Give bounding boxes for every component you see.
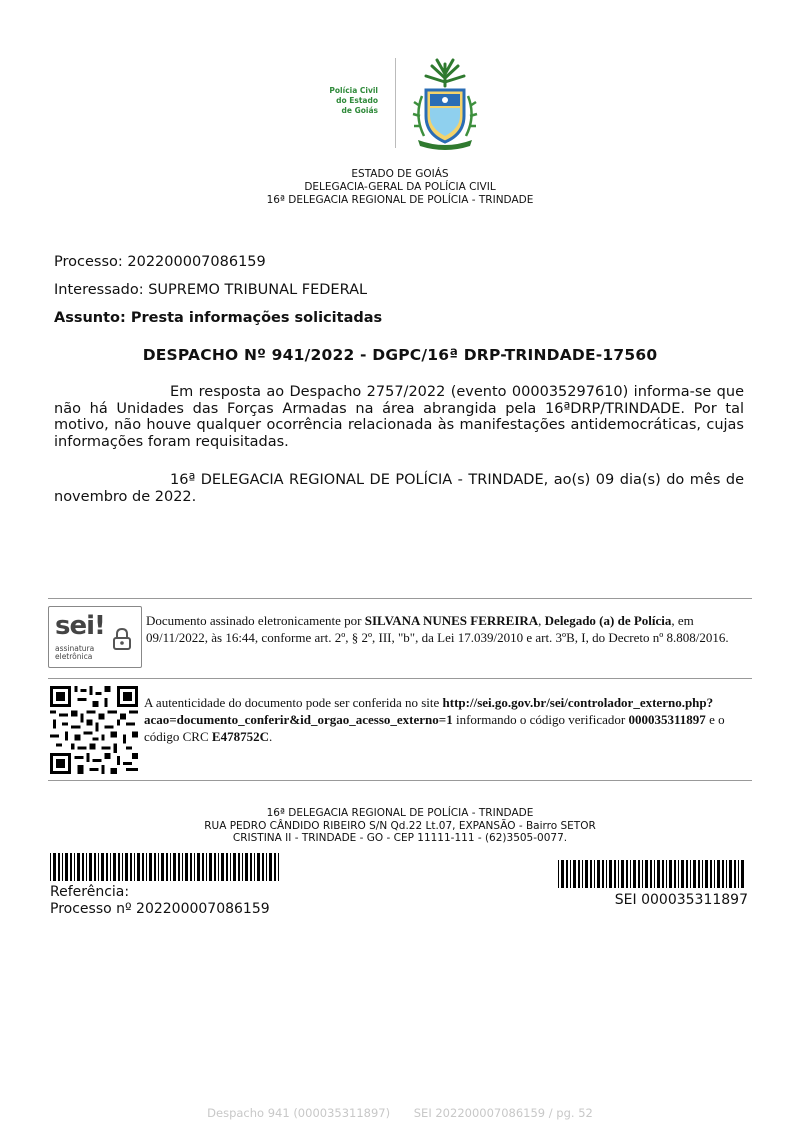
body-paragraph-1 (54, 384, 744, 450)
sei-signature-badge (48, 606, 142, 668)
processo-line: Processo: 202200007086159 (54, 254, 266, 270)
qr-code-icon (50, 686, 138, 774)
coat-of-arms-icon (410, 56, 480, 151)
logo-line-1: Polícia Civil (329, 86, 378, 95)
authenticity-url-link[interactable]: http://sei.go.gov.br/sei/controlador_externo.php?acao=documento_conferir&id_orgao_acesso_externo=1 (144, 695, 714, 727)
sei-code: SEI 000035311897 (614, 892, 748, 908)
sei-badge-word: sei! (55, 611, 105, 641)
barcode-right-icon (558, 860, 746, 888)
divider-middle (48, 678, 752, 679)
assunto-line: Assunto: Presta informações solicitadas (54, 310, 383, 326)
signature-prefix: Documento assinado eletronicamente por (146, 613, 365, 628)
paragraph-1-text: Em resposta ao Despacho 2757/2022 (evento 000035297610) informa-se que não há Unidades das Forças Armadas na área abrangida pela 16ªDRP/TRINDADE. Por tal motivo, não houve qualquer ocorrência relacionada às manifestações antidemocráticas, cujas informações foram requisitadas. (54, 384, 744, 450)
authenticity-middle: informando o código verificador (452, 712, 629, 727)
sei-badge-sub-2: eletrônica (55, 652, 93, 661)
paragraph-2-text: 16ª DELEGACIA REGIONAL DE POLÍCIA - TRINDADE, ao(s) 09 dia(s) do mês de novembro de 2022. (54, 472, 744, 505)
verification-code: 000035311897 (628, 712, 706, 727)
lock-icon (111, 627, 133, 651)
signature-separator: , (538, 613, 545, 628)
divider-bottom (48, 780, 752, 781)
logo-text (292, 86, 378, 116)
footer-line-2: RUA PEDRO CÂNDIDO RIBEIRO S/N Qd.22 Lt.07, EXPANSÃO - Bairro SETOR (204, 819, 596, 832)
logo-divider (395, 58, 396, 148)
reference-block (50, 884, 270, 918)
interessado-line: Interessado: SUPREMO TRIBUNAL FEDERAL (54, 282, 368, 298)
body-paragraph-2 (54, 472, 744, 505)
sei-badge-subtitle (55, 645, 94, 661)
authenticity-end: . (268, 729, 273, 744)
page-footer-right: SEI 202200007086159 / pg. 52 (413, 1106, 593, 1120)
sei-badge-sub-1: assinatura (55, 644, 95, 653)
page-footer (0, 1106, 800, 1120)
logo-line-2: do Estado (336, 96, 378, 105)
signature-text (146, 612, 746, 646)
header-department: DELEGACIA-GERAL DA POLÍCIA CIVIL (304, 181, 496, 193)
footer-line-3: CRISTINA II - TRINDADE - GO - CEP 11111-111 - (62)3505-0077. (232, 832, 568, 844)
header-unit: 16ª DELEGACIA REGIONAL DE POLÍCIA - TRINDADE (266, 194, 534, 206)
reference-value: Processo nº 202200007086159 (50, 901, 270, 917)
signature-suffix: , em 09/11/2022, às 16:44, conforme art. 2º, § 2º, III, "b", da Lei 17.039/2010 e art. 3ºB, I, do Decreto nº 8.808/2016. (146, 613, 729, 645)
reference-label: Referência: (50, 884, 130, 900)
authenticity-middle-2: e o código CRC (144, 712, 725, 744)
divider-top (48, 598, 752, 599)
barcode-left-icon (50, 853, 280, 881)
signer-role: Delegado (a) de Polícia (544, 613, 672, 628)
page-footer-left: Despacho 941 (000035311897) (207, 1106, 391, 1120)
crc-code: E478752C (211, 729, 269, 744)
footer-address (0, 807, 800, 845)
header-state: ESTADO DE GOIÁS (351, 168, 449, 180)
authenticity-text (144, 694, 748, 745)
signer-name: SILVANA NUNES FERREIRA (364, 613, 539, 628)
document-title: DESPACHO Nº 941/2022 - DGPC/16ª DRP-TRINDADE-17560 (142, 346, 658, 364)
logo-line-3: de Goiás (341, 106, 378, 115)
footer-line-1: 16ª DELEGACIA REGIONAL DE POLÍCIA - TRINDADE (266, 807, 534, 819)
authenticity-prefix: A autenticidade do documento pode ser conferida no site (144, 695, 443, 710)
